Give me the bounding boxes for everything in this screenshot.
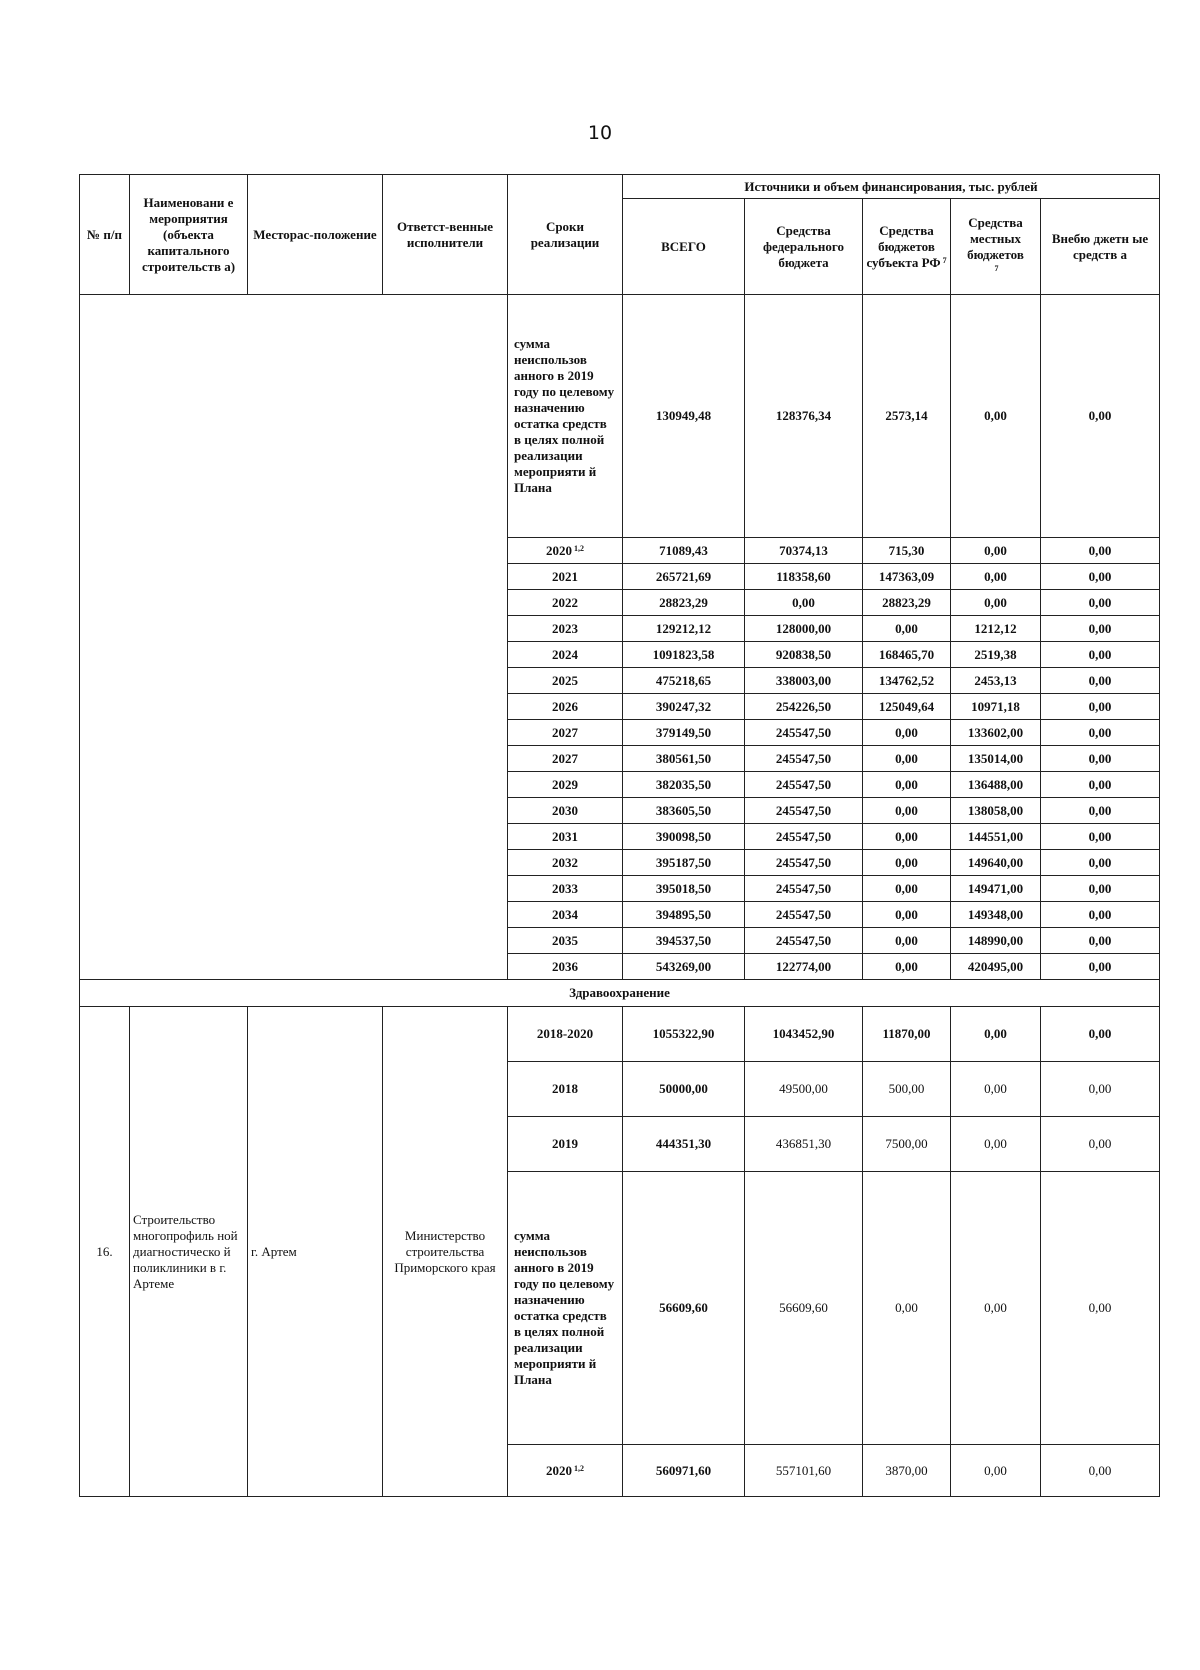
cell-local: 420495,00: [951, 954, 1041, 980]
cell-total: 1055322,90: [623, 1007, 745, 1062]
cell-subject: 11870,00: [863, 1007, 951, 1062]
cell-total: 543269,00: [623, 954, 745, 980]
cell-federal: 245547,50: [745, 928, 863, 954]
cell-offbudget: 0,00: [1041, 720, 1160, 746]
cell-federal: 557101,60: [745, 1445, 863, 1497]
cell-year: [508, 824, 623, 850]
cell-year-label: 2030: [552, 802, 578, 818]
cell-local: 0,00: [951, 564, 1041, 590]
cell-federal: 49500,00: [745, 1062, 863, 1117]
cell-local: 0,00: [951, 1445, 1041, 1497]
cell-year: [508, 798, 623, 824]
cell-year-label: 2033: [552, 880, 578, 896]
cell-federal: 254226,50: [745, 694, 863, 720]
header-local: [951, 199, 1041, 295]
header-num: № п/п: [80, 175, 130, 295]
cell-federal: 245547,50: [745, 798, 863, 824]
block2-num: 16.: [80, 1007, 130, 1497]
cell-total: 394537,50: [623, 928, 745, 954]
header-responsible: Ответст-венные исполнители: [383, 175, 508, 295]
cell-subject: 0,00: [863, 616, 951, 642]
cell-federal: 436851,30: [745, 1117, 863, 1172]
cell-total: 394895,50: [623, 902, 745, 928]
header-terms: Сроки реализации: [508, 175, 623, 295]
cell-total: 56609,60: [623, 1172, 745, 1445]
cell-offbudget: 0,00: [1041, 850, 1160, 876]
cell-year-label: 2031: [552, 828, 578, 844]
cell-subject: 134762,52: [863, 668, 951, 694]
cell-offbudget: 0,00: [1041, 1172, 1160, 1445]
cell-local: 0,00: [951, 1117, 1041, 1172]
cell-total: 383605,50: [623, 798, 745, 824]
cell-local: 10971,18: [951, 694, 1041, 720]
cell-subject: 0,00: [863, 850, 951, 876]
cell-offbudget: 0,00: [1041, 876, 1160, 902]
cell-federal: 0,00: [745, 590, 863, 616]
block1-empty-cell: [80, 295, 508, 980]
table-header: [80, 175, 1160, 295]
cell-local: 135014,00: [951, 746, 1041, 772]
cell-year-label: 2020: [546, 542, 572, 558]
cell-year: [508, 668, 623, 694]
year-footnote: 1,2: [574, 1463, 584, 1473]
cell-year-label: 2036: [552, 958, 578, 974]
cell-total: 379149,50: [623, 720, 745, 746]
cell-federal: 245547,50: [745, 772, 863, 798]
cell-offbudget: 0,00: [1041, 642, 1160, 668]
header-total: ВСЕГО: [623, 199, 745, 295]
cell-total: 395187,50: [623, 850, 745, 876]
cell-federal: 245547,50: [745, 902, 863, 928]
cell-federal: 128376,34: [745, 295, 863, 538]
cell-total: 71089,43: [623, 538, 745, 564]
cell-local: 138058,00: [951, 798, 1041, 824]
section-row: [80, 980, 1160, 1007]
cell-total: 390098,50: [623, 824, 745, 850]
header-name: Наименовани е мероприятия (объекта капитального строительств а): [130, 175, 248, 295]
header-location: Месторас-положение: [248, 175, 383, 295]
cell-local: 148990,00: [951, 928, 1041, 954]
cell-federal: 245547,50: [745, 720, 863, 746]
cell-year: 2018-2020: [508, 1007, 623, 1062]
cell-offbudget: 0,00: [1041, 616, 1160, 642]
cell-year: [508, 1445, 623, 1497]
cell-year: [508, 850, 623, 876]
cell-subject: 28823,29: [863, 590, 951, 616]
cell-offbudget: 0,00: [1041, 928, 1160, 954]
block2-summary-stage: сумма неиспользов анного в 2019 году по целевому назначению остатка средств в целях полной реализации мероприяти й Плана: [508, 1172, 623, 1445]
cell-subject: 0,00: [863, 824, 951, 850]
cell-federal: 245547,50: [745, 824, 863, 850]
cell-federal: 118358,60: [745, 564, 863, 590]
cell-federal: 920838,50: [745, 642, 863, 668]
cell-year: [508, 720, 623, 746]
cell-local: 0,00: [951, 590, 1041, 616]
cell-offbudget: 0,00: [1041, 668, 1160, 694]
cell-local: 0,00: [951, 1172, 1041, 1445]
cell-total: 1091823,58: [623, 642, 745, 668]
cell-subject: 0,00: [863, 772, 951, 798]
cell-local: 133602,00: [951, 720, 1041, 746]
cell-local: 1212,12: [951, 616, 1041, 642]
page-number: 10: [587, 122, 613, 144]
cell-total: 382035,50: [623, 772, 745, 798]
block2-object-name: Строительство многопрофиль ной диагностическо й поликлиники в г. Артеме: [130, 1007, 248, 1497]
cell-total: 129212,12: [623, 616, 745, 642]
table-row: [80, 1007, 1160, 1062]
cell-year: 2019: [508, 1117, 623, 1172]
cell-year-label: 2020: [546, 1462, 572, 1478]
cell-total: 50000,00: [623, 1062, 745, 1117]
cell-local: 136488,00: [951, 772, 1041, 798]
cell-subject: 168465,70: [863, 642, 951, 668]
cell-local: 0,00: [951, 1062, 1041, 1117]
cell-local: 144551,00: [951, 824, 1041, 850]
cell-local: 149471,00: [951, 876, 1041, 902]
block1-summary-stage: сумма неиспользов анного в 2019 году по целевому назначению остатка средств в целях полной реализации мероприяти й Плана: [508, 295, 623, 538]
cell-local: 2519,38: [951, 642, 1041, 668]
cell-local: 149640,00: [951, 850, 1041, 876]
cell-subject: 0,00: [863, 720, 951, 746]
cell-year-label: 2026: [552, 698, 578, 714]
cell-offbudget: 0,00: [1041, 564, 1160, 590]
header-offbudget: Внебю джетн ые средств а: [1041, 199, 1160, 295]
header-subject-label: Средства бюджетов субъекта РФ: [866, 222, 941, 270]
header-subject: [863, 199, 951, 295]
cell-federal: 70374,13: [745, 538, 863, 564]
cell-year: [508, 876, 623, 902]
cell-year: [508, 954, 623, 980]
cell-federal: 1043452,90: [745, 1007, 863, 1062]
header-subject-footnote: 7: [942, 255, 947, 265]
cell-offbudget: 0,00: [1041, 1445, 1160, 1497]
cell-total: 444351,30: [623, 1117, 745, 1172]
cell-federal: 122774,00: [745, 954, 863, 980]
cell-total: 265721,69: [623, 564, 745, 590]
cell-subject: 0,00: [863, 1172, 951, 1445]
cell-subject: 715,30: [863, 538, 951, 564]
section-title: Здравоохранение: [80, 980, 1160, 1007]
cell-year: [508, 564, 623, 590]
cell-offbudget: 0,00: [1041, 694, 1160, 720]
cell-offbudget: 0,00: [1041, 798, 1160, 824]
cell-federal: 56609,60: [745, 1172, 863, 1445]
cell-subject: 0,00: [863, 954, 951, 980]
cell-subject: 3870,00: [863, 1445, 951, 1497]
cell-subject: 147363,09: [863, 564, 951, 590]
cell-year-label: 2027: [552, 724, 578, 740]
cell-local: 0,00: [951, 538, 1041, 564]
cell-year-label: 2021: [552, 568, 578, 584]
cell-year: [508, 538, 623, 564]
cell-year-label: 2032: [552, 854, 578, 870]
cell-year: [508, 590, 623, 616]
cell-total: 475218,65: [623, 668, 745, 694]
cell-local: 0,00: [951, 295, 1041, 538]
cell-offbudget: 0,00: [1041, 902, 1160, 928]
cell-subject: 7500,00: [863, 1117, 951, 1172]
cell-offbudget: 0,00: [1041, 538, 1160, 564]
cell-local: 2453,13: [951, 668, 1041, 694]
header-local-footnote: 7: [994, 263, 999, 273]
cell-offbudget: 0,00: [1041, 590, 1160, 616]
block2-location: г. Артем: [248, 1007, 383, 1497]
cell-year: [508, 928, 623, 954]
cell-total: 130949,48: [623, 295, 745, 538]
cell-year: [508, 694, 623, 720]
cell-year: [508, 902, 623, 928]
cell-federal: 245547,50: [745, 746, 863, 772]
cell-year-label: 2022: [552, 594, 578, 610]
cell-year: [508, 746, 623, 772]
cell-year-label: 2023: [552, 620, 578, 636]
cell-offbudget: 0,00: [1041, 772, 1160, 798]
cell-year-label: 2024: [552, 646, 578, 662]
cell-subject: 0,00: [863, 928, 951, 954]
cell-year-label: 2034: [552, 906, 578, 922]
cell-subject: 125049,64: [863, 694, 951, 720]
cell-subject: 500,00: [863, 1062, 951, 1117]
cell-total: 380561,50: [623, 746, 745, 772]
cell-year-label: 2027: [552, 750, 578, 766]
cell-offbudget: 0,00: [1041, 954, 1160, 980]
cell-subject: 2573,14: [863, 295, 951, 538]
cell-offbudget: 0,00: [1041, 1117, 1160, 1172]
cell-subject: 0,00: [863, 798, 951, 824]
cell-total: 390247,32: [623, 694, 745, 720]
cell-offbudget: 0,00: [1041, 1062, 1160, 1117]
table-row: [80, 295, 1160, 538]
cell-year-label: 2025: [552, 672, 578, 688]
cell-federal: 338003,00: [745, 668, 863, 694]
cell-total: 560971,60: [623, 1445, 745, 1497]
cell-local: 0,00: [951, 1007, 1041, 1062]
cell-subject: 0,00: [863, 876, 951, 902]
block2-body: [80, 1007, 1160, 1497]
cell-year: 2018: [508, 1062, 623, 1117]
header-federal: Средства федерального бюджета: [745, 199, 863, 295]
cell-year: [508, 772, 623, 798]
cell-federal: 128000,00: [745, 616, 863, 642]
cell-subject: 0,00: [863, 902, 951, 928]
header-sources-title: Источники и объем финансирования, тыс. рублей: [623, 175, 1160, 199]
cell-year: [508, 642, 623, 668]
cell-year-label: 2035: [552, 932, 578, 948]
cell-total: 395018,50: [623, 876, 745, 902]
cell-offbudget: 0,00: [1041, 1007, 1160, 1062]
header-local-label: Средства местных бюджетов: [967, 214, 1024, 262]
cell-offbudget: 0,00: [1041, 824, 1160, 850]
cell-total: 28823,29: [623, 590, 745, 616]
block1-body: [80, 295, 1160, 980]
financing-table: [79, 174, 1160, 1497]
cell-subject: 0,00: [863, 746, 951, 772]
cell-offbudget: 0,00: [1041, 746, 1160, 772]
cell-year: [508, 616, 623, 642]
cell-federal: 245547,50: [745, 850, 863, 876]
cell-year-label: 2029: [552, 776, 578, 792]
cell-offbudget: 0,00: [1041, 295, 1160, 538]
year-footnote: 1,2: [574, 543, 584, 553]
block2-responsible: Министерство строительства Приморского края: [383, 1007, 508, 1497]
cell-local: 149348,00: [951, 902, 1041, 928]
section-body: [80, 980, 1160, 1007]
cell-federal: 245547,50: [745, 876, 863, 902]
